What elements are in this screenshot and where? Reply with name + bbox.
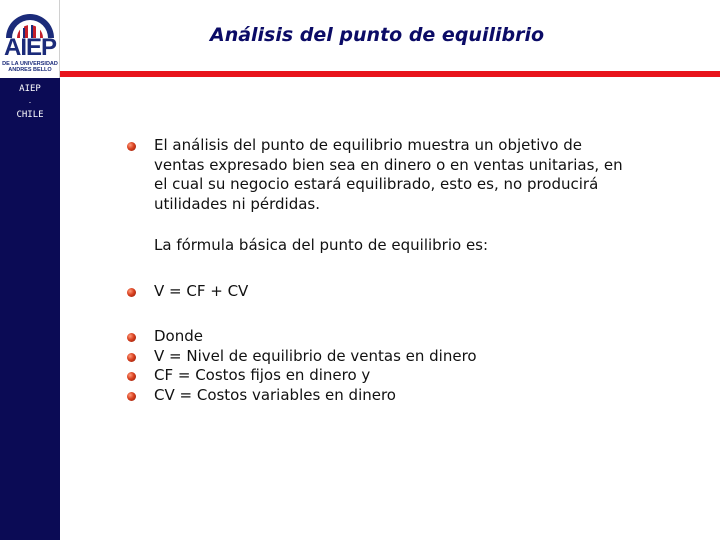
formula-text: V = CF + CV — [154, 281, 249, 300]
definitions-list — [126, 327, 626, 405]
list-item — [126, 366, 626, 386]
header-divider — [60, 71, 720, 77]
list-item — [126, 386, 626, 406]
formula-intro: La fórmula básica del punto de equilibrio es: — [154, 236, 489, 254]
bullet-icon — [127, 372, 136, 381]
definition-text: CV = Costos variables en dinero — [154, 385, 396, 404]
bullet-icon — [127, 392, 136, 401]
logo-subtitle-line1: DE LA UNIVERSIDAD — [2, 61, 58, 67]
definition-text: CF = Costos fijos en dinero y — [154, 366, 371, 384]
bullet-icon — [127, 288, 136, 297]
definition-text: V = Nivel de equilibrio de ventas en dinero — [154, 346, 477, 365]
intro-paragraph: El análisis del punto de equilibrio muestra un objetivo de ventas expresado bien sea en dinero o en ventas unitarias, en el cual su negocio estará equilibrado, esto es, no producirá utilidades ni pérdidas. — [154, 136, 623, 213]
sidebar-dot: . — [27, 97, 33, 105]
sidebar — [0, 0, 60, 540]
bullet-icon — [127, 142, 136, 151]
page-title: Análisis del punto de equilibrio — [209, 24, 545, 46]
list-item — [126, 347, 626, 367]
list-item — [126, 327, 626, 347]
sidebar-aiep-label: AIEP — [19, 84, 41, 94]
logo-wordmark: AIEP — [3, 34, 56, 61]
list-item — [126, 282, 626, 302]
logo-subtitle-line2: ANDRES BELLO — [8, 67, 52, 73]
list-item — [126, 136, 626, 214]
definition-text: Donde — [154, 327, 203, 345]
bullet-icon — [127, 333, 136, 342]
sidebar-chile-label: CHILE — [16, 110, 44, 120]
university-seal-icon — [2, 2, 58, 38]
aiep-logo — [0, 0, 60, 78]
bullet-icon — [127, 353, 136, 362]
slide-content — [126, 136, 626, 405]
